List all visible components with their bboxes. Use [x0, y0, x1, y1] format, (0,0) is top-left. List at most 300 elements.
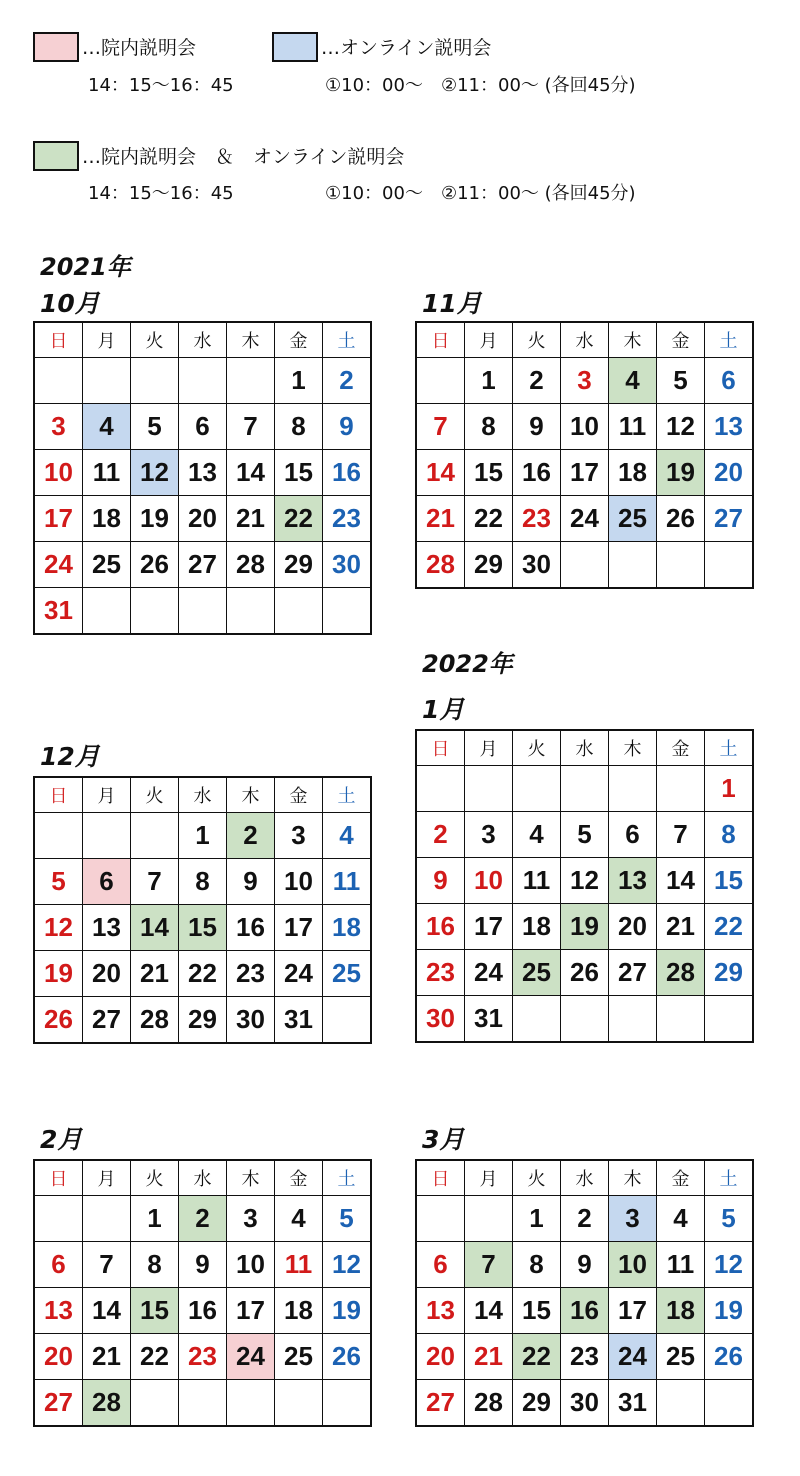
day-cell: 27 [83, 997, 131, 1044]
day-cell: 3 [34, 404, 83, 450]
week-row [34, 951, 371, 997]
empty-day-cell [83, 1196, 131, 1242]
day-cell: 4 [275, 1196, 323, 1242]
day-cell: 2 [179, 1196, 227, 1242]
calendar-feb [33, 1159, 372, 1427]
empty-day-cell [275, 588, 323, 635]
empty-day-cell [227, 588, 275, 635]
day-cell: 3 [227, 1196, 275, 1242]
day-cell: 4 [609, 358, 657, 404]
day-cell: 10 [465, 858, 513, 904]
week-row [416, 450, 753, 496]
day-cell: 12 [131, 450, 179, 496]
weekday-header: 水 [179, 1160, 227, 1196]
weekday-header: 金 [657, 730, 705, 766]
week-row [34, 1242, 371, 1288]
day-cell: 6 [609, 812, 657, 858]
day-cell: 4 [513, 812, 561, 858]
week-row [34, 496, 371, 542]
day-cell: 22 [513, 1334, 561, 1380]
weekday-header: 木 [227, 322, 275, 358]
calendar-jan [415, 729, 754, 1043]
day-cell: 30 [561, 1380, 609, 1427]
day-cell: 29 [705, 950, 754, 996]
day-cell: 2 [227, 813, 275, 859]
day-cell: 23 [227, 951, 275, 997]
weekday-header: 土 [323, 322, 372, 358]
empty-day-cell [131, 813, 179, 859]
day-cell: 17 [275, 905, 323, 951]
day-cell: 15 [275, 450, 323, 496]
weekday-header: 木 [609, 1160, 657, 1196]
weekday-header: 火 [131, 777, 179, 813]
day-cell: 13 [416, 1288, 465, 1334]
legend-time-green-1: 14：15～16：45 [88, 183, 234, 204]
day-cell: 7 [465, 1242, 513, 1288]
week-row [416, 1242, 753, 1288]
weekday-header-row [34, 777, 371, 813]
day-cell: 1 [513, 1196, 561, 1242]
day-cell: 17 [34, 496, 83, 542]
weekday-header: 木 [227, 777, 275, 813]
day-cell: 16 [323, 450, 372, 496]
day-cell: 3 [609, 1196, 657, 1242]
week-row [34, 1380, 371, 1427]
weekday-header: 金 [657, 322, 705, 358]
weekday-header: 月 [465, 730, 513, 766]
day-cell: 31 [465, 996, 513, 1043]
day-cell: 30 [513, 542, 561, 589]
weekday-header: 火 [131, 1160, 179, 1196]
empty-day-cell [131, 1380, 179, 1427]
day-cell: 10 [227, 1242, 275, 1288]
day-cell: 26 [131, 542, 179, 588]
day-cell: 14 [83, 1288, 131, 1334]
day-cell: 7 [416, 404, 465, 450]
week-row [34, 859, 371, 905]
week-row [416, 766, 753, 812]
empty-day-cell [657, 996, 705, 1043]
week-row [416, 904, 753, 950]
day-cell: 23 [513, 496, 561, 542]
day-cell: 19 [323, 1288, 372, 1334]
calendar-nov [415, 321, 754, 589]
day-cell: 15 [705, 858, 754, 904]
week-row [34, 358, 371, 404]
empty-day-cell [131, 358, 179, 404]
week-row [416, 812, 753, 858]
day-cell: 16 [416, 904, 465, 950]
day-cell: 22 [705, 904, 754, 950]
day-cell: 28 [227, 542, 275, 588]
day-cell: 2 [323, 358, 372, 404]
weekday-header: 月 [465, 1160, 513, 1196]
day-cell: 29 [275, 542, 323, 588]
weekday-header: 木 [227, 1160, 275, 1196]
day-cell: 1 [705, 766, 754, 812]
day-cell: 16 [179, 1288, 227, 1334]
day-cell: 31 [275, 997, 323, 1044]
empty-day-cell [323, 1380, 372, 1427]
day-cell: 27 [416, 1380, 465, 1427]
day-cell: 23 [561, 1334, 609, 1380]
day-cell: 11 [323, 859, 372, 905]
weekday-header-row [416, 730, 753, 766]
empty-day-cell [416, 1196, 465, 1242]
day-cell: 30 [227, 997, 275, 1044]
day-cell: 8 [179, 859, 227, 905]
day-cell: 22 [465, 496, 513, 542]
day-cell: 9 [323, 404, 372, 450]
weekday-header: 火 [513, 322, 561, 358]
empty-day-cell [561, 542, 609, 589]
day-cell: 24 [609, 1334, 657, 1380]
empty-day-cell [609, 766, 657, 812]
week-row [34, 542, 371, 588]
day-cell: 4 [657, 1196, 705, 1242]
day-cell: 14 [227, 450, 275, 496]
weekday-header: 金 [275, 777, 323, 813]
day-cell: 1 [179, 813, 227, 859]
day-cell: 5 [131, 404, 179, 450]
day-cell: 31 [34, 588, 83, 635]
day-cell: 13 [34, 1288, 83, 1334]
day-cell: 20 [179, 496, 227, 542]
weekday-header: 日 [34, 322, 83, 358]
day-cell: 5 [657, 358, 705, 404]
weekday-header: 木 [609, 730, 657, 766]
day-cell: 20 [34, 1334, 83, 1380]
day-cell: 11 [83, 450, 131, 496]
weekday-header: 火 [131, 322, 179, 358]
day-cell: 24 [465, 950, 513, 996]
day-cell: 12 [34, 905, 83, 951]
day-cell: 9 [561, 1242, 609, 1288]
day-cell: 15 [131, 1288, 179, 1334]
weekday-header: 金 [275, 322, 323, 358]
day-cell: 24 [561, 496, 609, 542]
day-cell: 6 [416, 1242, 465, 1288]
day-cell: 18 [323, 905, 372, 951]
day-cell: 28 [465, 1380, 513, 1427]
empty-day-cell [34, 1196, 83, 1242]
empty-day-cell [416, 358, 465, 404]
day-cell: 29 [465, 542, 513, 589]
day-cell: 11 [609, 404, 657, 450]
day-cell: 5 [705, 1196, 754, 1242]
day-cell: 28 [657, 950, 705, 996]
day-cell: 29 [513, 1380, 561, 1427]
week-row [34, 450, 371, 496]
legend-label-green: …院内説明会 ＆ オンライン説明会 [82, 146, 405, 168]
day-cell: 10 [609, 1242, 657, 1288]
day-cell: 23 [179, 1334, 227, 1380]
day-cell: 17 [227, 1288, 275, 1334]
day-cell: 10 [34, 450, 83, 496]
empty-day-cell [179, 588, 227, 635]
legend-swatch-pink [33, 32, 79, 62]
day-cell: 8 [465, 404, 513, 450]
day-cell: 9 [416, 858, 465, 904]
day-cell: 21 [227, 496, 275, 542]
empty-day-cell [323, 997, 372, 1044]
day-cell: 22 [275, 496, 323, 542]
year-label-2022: 2022年 [422, 650, 513, 678]
day-cell: 14 [416, 450, 465, 496]
week-row [416, 1196, 753, 1242]
day-cell: 6 [705, 358, 754, 404]
day-cell: 1 [465, 358, 513, 404]
weekday-header: 日 [416, 730, 465, 766]
empty-day-cell [323, 588, 372, 635]
legend-swatch-blue [272, 32, 318, 62]
day-cell: 6 [83, 859, 131, 905]
weekday-header: 月 [83, 1160, 131, 1196]
day-cell: 4 [83, 404, 131, 450]
year-label-2021: 2021年 [40, 253, 131, 281]
month-label-feb: 2月 [40, 1125, 83, 1154]
weekday-header-row [416, 322, 753, 358]
calendar-oct [33, 321, 372, 635]
day-cell: 14 [657, 858, 705, 904]
day-cell: 25 [275, 1334, 323, 1380]
legend-label-blue: …オンライン説明会 [321, 37, 492, 59]
day-cell: 27 [705, 496, 754, 542]
weekday-header: 水 [561, 322, 609, 358]
day-cell: 23 [323, 496, 372, 542]
day-cell: 26 [657, 496, 705, 542]
day-cell: 9 [227, 859, 275, 905]
week-row [34, 588, 371, 635]
day-cell: 20 [416, 1334, 465, 1380]
day-cell: 20 [609, 904, 657, 950]
week-row [34, 905, 371, 951]
legend-time-blue: ①10：00～ ②11：00～ (各回45分) [325, 75, 636, 96]
day-cell: 12 [657, 404, 705, 450]
day-cell: 16 [513, 450, 561, 496]
week-row [416, 1334, 753, 1380]
week-row [34, 404, 371, 450]
day-cell: 24 [227, 1334, 275, 1380]
day-cell: 18 [657, 1288, 705, 1334]
calendar-dec [33, 776, 372, 1044]
day-cell: 27 [34, 1380, 83, 1427]
month-label-oct: 10月 [40, 289, 100, 318]
day-cell: 26 [705, 1334, 754, 1380]
day-cell: 9 [179, 1242, 227, 1288]
weekday-header: 金 [275, 1160, 323, 1196]
weekday-header: 水 [179, 322, 227, 358]
day-cell: 8 [705, 812, 754, 858]
day-cell: 19 [561, 904, 609, 950]
day-cell: 2 [561, 1196, 609, 1242]
week-row [416, 996, 753, 1043]
day-cell: 19 [657, 450, 705, 496]
weekday-header: 水 [561, 1160, 609, 1196]
empty-day-cell [83, 358, 131, 404]
day-cell: 3 [465, 812, 513, 858]
day-cell: 20 [83, 951, 131, 997]
empty-day-cell [657, 766, 705, 812]
week-row [416, 496, 753, 542]
day-cell: 26 [34, 997, 83, 1044]
day-cell: 10 [561, 404, 609, 450]
day-cell: 13 [609, 858, 657, 904]
empty-day-cell [705, 996, 754, 1043]
day-cell: 25 [609, 496, 657, 542]
weekday-header-row [34, 1160, 371, 1196]
day-cell: 17 [561, 450, 609, 496]
day-cell: 8 [131, 1242, 179, 1288]
empty-day-cell [705, 542, 754, 589]
empty-day-cell [416, 766, 465, 812]
weekday-header: 土 [705, 322, 754, 358]
day-cell: 8 [513, 1242, 561, 1288]
weekday-header: 月 [465, 322, 513, 358]
day-cell: 24 [275, 951, 323, 997]
week-row [416, 404, 753, 450]
weekday-header-row [416, 1160, 753, 1196]
empty-day-cell [465, 766, 513, 812]
week-row [34, 1288, 371, 1334]
weekday-header: 日 [416, 322, 465, 358]
weekday-header: 日 [34, 777, 83, 813]
month-label-dec: 12月 [40, 742, 100, 771]
weekday-header-row [34, 322, 371, 358]
day-cell: 6 [179, 404, 227, 450]
month-label-mar: 3月 [422, 1125, 465, 1154]
day-cell: 25 [657, 1334, 705, 1380]
day-cell: 10 [275, 859, 323, 905]
day-cell: 27 [609, 950, 657, 996]
day-cell: 16 [561, 1288, 609, 1334]
day-cell: 11 [657, 1242, 705, 1288]
week-row [416, 542, 753, 589]
day-cell: 22 [131, 1334, 179, 1380]
day-cell: 26 [561, 950, 609, 996]
legend-label-pink: …院内説明会 [82, 37, 197, 59]
empty-day-cell [705, 1380, 754, 1427]
empty-day-cell [465, 1196, 513, 1242]
day-cell: 18 [83, 496, 131, 542]
empty-day-cell [34, 358, 83, 404]
weekday-header: 月 [83, 322, 131, 358]
month-label-nov: 11月 [422, 289, 482, 318]
day-cell: 4 [323, 813, 372, 859]
day-cell: 11 [513, 858, 561, 904]
weekday-header: 土 [323, 1160, 372, 1196]
day-cell: 5 [34, 859, 83, 905]
weekday-header: 火 [513, 1160, 561, 1196]
day-cell: 27 [179, 542, 227, 588]
day-cell: 26 [323, 1334, 372, 1380]
day-cell: 16 [227, 905, 275, 951]
week-row [34, 1334, 371, 1380]
day-cell: 2 [513, 358, 561, 404]
empty-day-cell [275, 1380, 323, 1427]
empty-day-cell [179, 1380, 227, 1427]
day-cell: 5 [323, 1196, 372, 1242]
week-row [34, 1196, 371, 1242]
day-cell: 1 [275, 358, 323, 404]
weekday-header: 土 [705, 730, 754, 766]
day-cell: 2 [416, 812, 465, 858]
day-cell: 25 [513, 950, 561, 996]
empty-day-cell [561, 996, 609, 1043]
day-cell: 23 [416, 950, 465, 996]
day-cell: 19 [131, 496, 179, 542]
empty-day-cell [657, 542, 705, 589]
day-cell: 15 [513, 1288, 561, 1334]
day-cell: 17 [465, 904, 513, 950]
day-cell: 7 [657, 812, 705, 858]
month-label-jan: 1月 [422, 695, 465, 724]
week-row [34, 813, 371, 859]
week-row [416, 858, 753, 904]
week-row [416, 358, 753, 404]
day-cell: 3 [275, 813, 323, 859]
day-cell: 21 [465, 1334, 513, 1380]
empty-day-cell [83, 588, 131, 635]
day-cell: 11 [275, 1242, 323, 1288]
day-cell: 28 [83, 1380, 131, 1427]
day-cell: 21 [416, 496, 465, 542]
day-cell: 7 [227, 404, 275, 450]
day-cell: 9 [513, 404, 561, 450]
empty-day-cell [609, 996, 657, 1043]
week-row [34, 997, 371, 1044]
day-cell: 7 [83, 1242, 131, 1288]
empty-day-cell [657, 1380, 705, 1427]
weekday-header: 木 [609, 322, 657, 358]
weekday-header: 日 [34, 1160, 83, 1196]
empty-day-cell [83, 813, 131, 859]
legend-time-pink: 14：15～16：45 [88, 75, 234, 96]
day-cell: 1 [131, 1196, 179, 1242]
day-cell: 28 [416, 542, 465, 589]
day-cell: 21 [131, 951, 179, 997]
empty-day-cell [227, 1380, 275, 1427]
day-cell: 24 [34, 542, 83, 588]
empty-day-cell [513, 766, 561, 812]
weekday-header: 土 [705, 1160, 754, 1196]
day-cell: 14 [131, 905, 179, 951]
legend-swatch-green [33, 141, 79, 171]
week-row [416, 1380, 753, 1427]
week-row [416, 1288, 753, 1334]
day-cell: 30 [323, 542, 372, 588]
day-cell: 12 [705, 1242, 754, 1288]
weekday-header: 月 [83, 777, 131, 813]
day-cell: 25 [323, 951, 372, 997]
weekday-header: 水 [179, 777, 227, 813]
day-cell: 19 [34, 951, 83, 997]
day-cell: 21 [657, 904, 705, 950]
day-cell: 8 [275, 404, 323, 450]
weekday-header: 土 [323, 777, 372, 813]
day-cell: 20 [705, 450, 754, 496]
day-cell: 15 [179, 905, 227, 951]
day-cell: 18 [275, 1288, 323, 1334]
day-cell: 22 [179, 951, 227, 997]
calendar-mar [415, 1159, 754, 1427]
empty-day-cell [131, 588, 179, 635]
day-cell: 6 [34, 1242, 83, 1288]
day-cell: 13 [705, 404, 754, 450]
empty-day-cell [34, 813, 83, 859]
legend-time-green-2: ①10：00～ ②11：00～ (各回45分) [325, 183, 636, 204]
day-cell: 15 [465, 450, 513, 496]
